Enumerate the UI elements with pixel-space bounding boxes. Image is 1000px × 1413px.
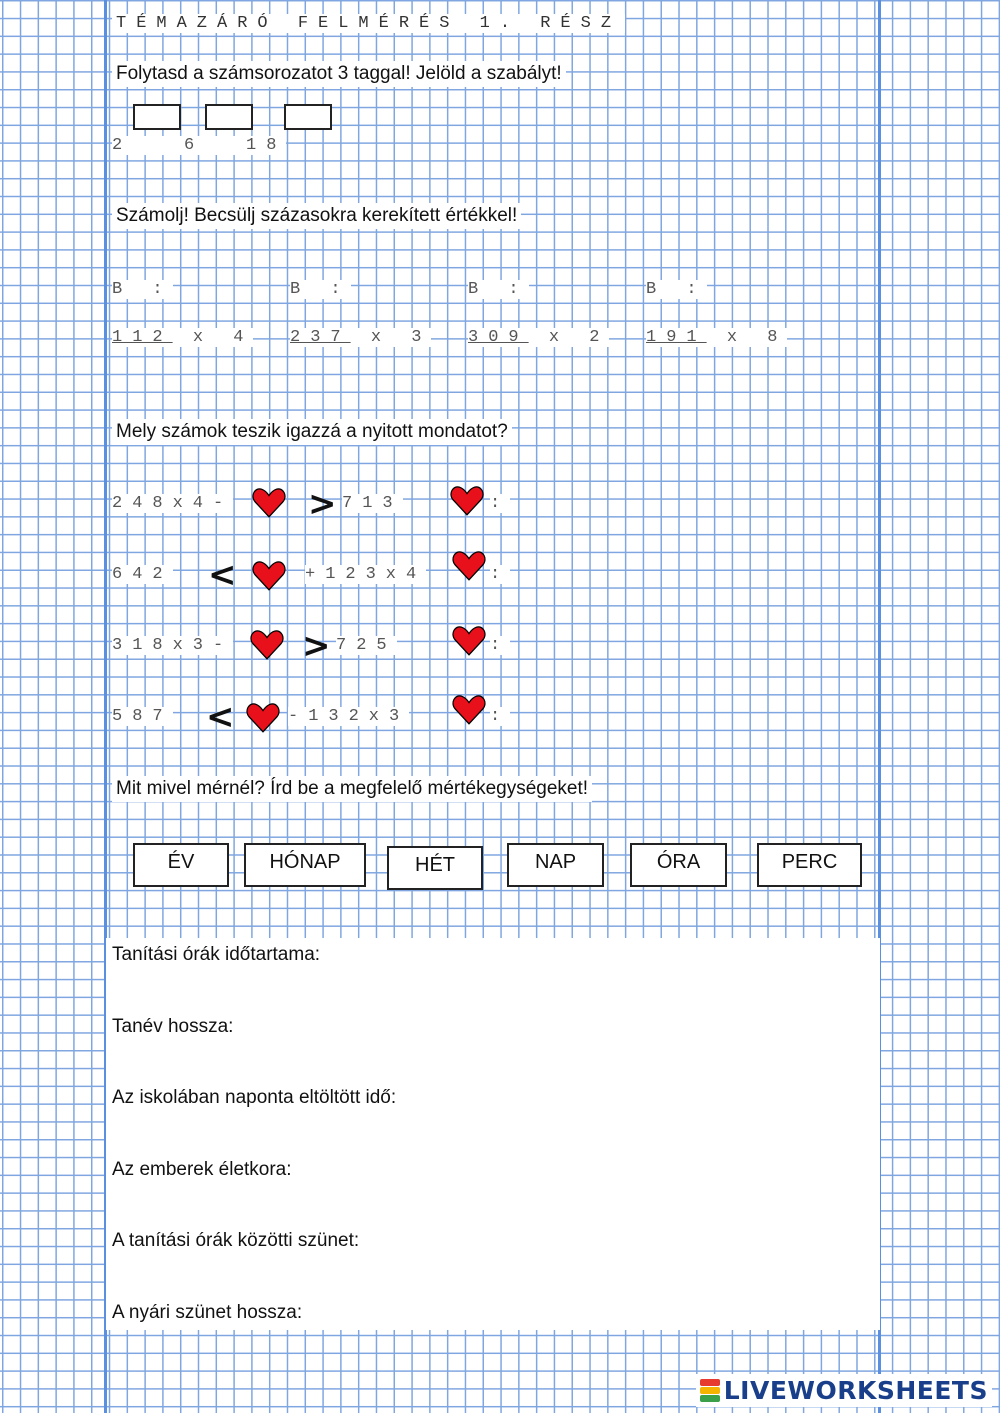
estimate-label: B : [646, 280, 707, 299]
colon: : [490, 636, 511, 655]
page-title: TÉMAZÁRÓ FELMÉRÉS 1. RÉSZ [112, 14, 625, 33]
heart-answer-target[interactable] [450, 484, 484, 518]
heart-drop-target[interactable] [246, 701, 280, 735]
sequence-answer-2[interactable] [205, 104, 253, 130]
sequence-term: 18 [246, 136, 287, 155]
colon: : [490, 565, 511, 584]
operator-symbol: > [302, 626, 331, 666]
inequality-left: 248x4- [112, 494, 234, 513]
heart-answer-target[interactable] [452, 693, 486, 727]
estimate-operation: x 4 [192, 328, 254, 347]
sequence-term: 2 [112, 136, 133, 155]
question-label: Tanítási órák időtartama: [112, 944, 321, 965]
heart-drop-target[interactable] [250, 628, 284, 662]
unit-card-nap[interactable]: NAP [507, 843, 604, 887]
unit-card-het[interactable]: HÉT [387, 846, 483, 890]
liveworksheets-logo [696, 1374, 992, 1407]
estimate-number: 309 [468, 328, 529, 347]
inequality-left: 318x3- [112, 636, 234, 655]
estimate-label: B : [468, 280, 529, 299]
colon: : [490, 707, 511, 726]
inequality-right: -132x3 [288, 707, 410, 726]
operator-symbol: < [208, 555, 237, 595]
question-label: Az iskolában naponta eltöltött idő: [112, 1087, 397, 1108]
brand-name: LIVEWORKSHEETS [723, 1376, 988, 1405]
estimate-expression [468, 328, 609, 347]
estimate-operation: x 3 [370, 328, 432, 347]
sequence-answer-1[interactable] [133, 104, 181, 130]
estimate-expression [290, 328, 431, 347]
inequality-right: 725 [336, 636, 397, 655]
estimate-expression [646, 328, 787, 347]
estimate-heading: Számolj! Becsülj százasokra kerekített értékkel! [112, 203, 521, 229]
unit-card-ora[interactable]: ÓRA [630, 843, 727, 887]
heart-answer-target[interactable] [452, 549, 486, 583]
estimate-number: 112 [112, 328, 173, 347]
questions-panel [106, 938, 880, 1330]
heart-drop-target[interactable] [252, 559, 286, 593]
inequality-left: 587 [112, 707, 173, 726]
estimate-label: B : [112, 280, 173, 299]
logo-mark-icon [700, 1379, 720, 1403]
unit-card-perc[interactable]: PERC [757, 843, 862, 887]
operator-symbol: > [308, 484, 337, 524]
estimate-operation: x 2 [548, 328, 610, 347]
estimate-expression [112, 328, 253, 347]
sequence-heading: Folytasd a számsorozatot 3 taggal! Jelöld a szabályt! [112, 61, 566, 87]
estimate-label: B : [290, 280, 351, 299]
estimate-number: 237 [290, 328, 351, 347]
question-label: Az emberek életkora: [112, 1159, 292, 1180]
estimate-operation: x 8 [726, 328, 788, 347]
units-heading: Mit mivel mérnél? Írd be a megfelelő mértékegységeket! [112, 776, 592, 802]
sequence-term: 6 [184, 136, 205, 155]
heart-answer-target[interactable] [452, 624, 486, 658]
sequence-answer-3[interactable] [284, 104, 332, 130]
estimate-number: 191 [646, 328, 707, 347]
question-label: Tanév hossza: [112, 1016, 234, 1037]
colon: : [490, 494, 511, 513]
inequality-right: +123x4 [305, 565, 427, 584]
sequence-values [112, 136, 286, 155]
unit-card-honap[interactable]: HÓNAP [244, 843, 366, 887]
open-sentence-heading: Mely számok teszik igazzá a nyitott mondatot? [112, 419, 512, 445]
question-label: A tanítási órák közötti szünet: [112, 1230, 360, 1251]
operator-symbol: < [206, 697, 235, 737]
inequality-right: 713 [342, 494, 403, 513]
inequality-left: 642 [112, 565, 173, 584]
heart-drop-target[interactable] [252, 486, 286, 520]
question-label: A nyári szünet hossza: [112, 1302, 303, 1323]
unit-card-ev[interactable]: ÉV [133, 843, 229, 887]
